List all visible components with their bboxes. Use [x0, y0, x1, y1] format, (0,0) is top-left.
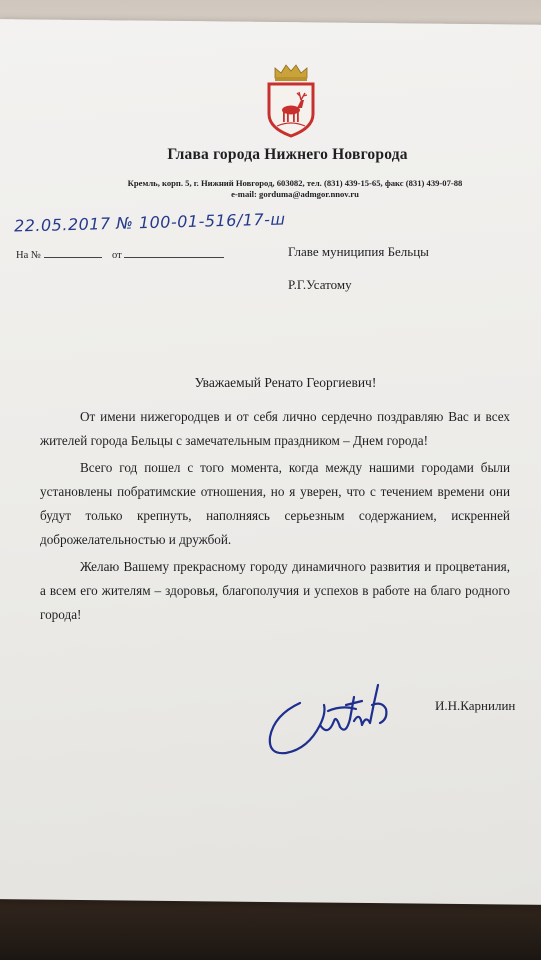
addressee-name: Р.Г.Усатому: [288, 277, 352, 292]
contacts-address-phone: Кремль, корп. 5, г. Нижний Новгород, 603082, тел. (831) 439-15-65, факс (831) 439-07-88: [127, 178, 463, 188]
addressee-position: Главе муниципия Бельцы: [288, 244, 429, 259]
handwritten-registration-number: 22.05.2017 № 100-01-516/17-ш: [13, 209, 286, 236]
reference-date-blank: [124, 247, 224, 258]
contacts-email: e-mail: gorduma@admgor.nnov.ru: [231, 189, 359, 199]
letter-greeting: Уважаемый Ренато Георгиевич!: [194, 375, 377, 390]
signatory-name: И.Н.Карнилин: [435, 698, 516, 713]
reference-number-label: На №: [16, 250, 41, 261]
reference-number-blank: [44, 247, 102, 258]
letter-paragraph-2: Всего год пошел с того момента, когда между нашими городами были установлены побратимские отношения, но я уверен, что с течением времени они будут только крепнуть, наполняясь серьезным содержанием, искренней доброжелательностью и дружбой.: [40, 460, 510, 547]
reference-line: [16, 247, 224, 261]
coat-of-arms-icon: [263, 62, 319, 138]
letterhead-contacts: [110, 178, 480, 200]
handwritten-signature: [262, 675, 412, 765]
letterhead-title: Глава города Нижнего Новгорода: [167, 146, 408, 163]
letter-paragraph-1: От имени нижегородцев и от себя лично сердечно поздравляю Вас и всех жителей города Бельцы с замечательным праздником – Днем города!: [40, 409, 510, 448]
letter-paragraph-3: Желаю Вашему прекрасному городу динамичного развития и процветания, а всем его жителям – здоровья, благополучия и успехов в работе на благо родного города!: [40, 559, 510, 622]
reference-date-label: от: [112, 250, 122, 261]
